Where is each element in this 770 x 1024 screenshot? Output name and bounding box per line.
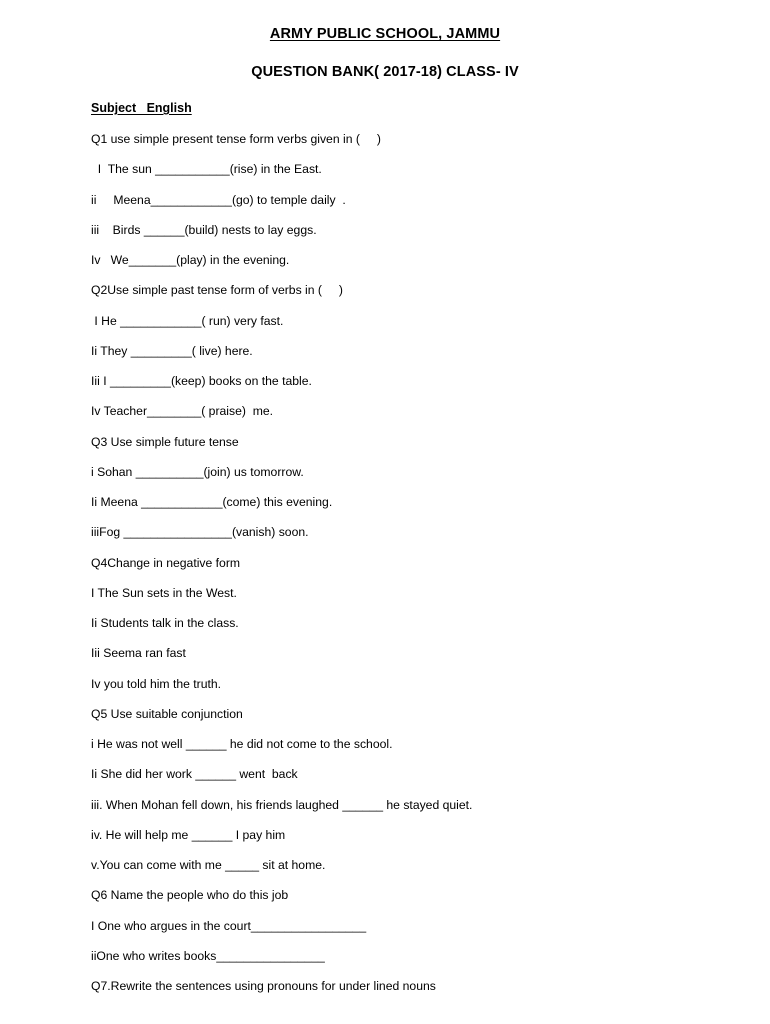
question-line: Iv you told him the truth.: [91, 676, 222, 691]
question-line: Q2Use simple past tense form of verbs in ( ): [91, 283, 343, 298]
question-line: Ii They _________( live) here.: [91, 343, 253, 358]
question-line: v.You can come with me _____ sit at home.: [91, 858, 326, 872]
question-line: Iii I _________(keep) books on the table.: [91, 374, 312, 388]
question-line: Q3 Use simple future tense: [91, 434, 239, 449]
question-line: ii Meena____________(go) to temple daily .: [91, 192, 346, 207]
question-list: [91, 130, 731, 1007]
question-line: Q7.Rewrite the sentences using pronouns for under lined nouns: [91, 979, 436, 993]
question-line: Iii Seema ran fast: [91, 646, 186, 661]
question-line: Q6 Name the people who do this job: [91, 888, 289, 903]
question-bank-title: QUESTION BANK( 2017-18) CLASS- IV: [251, 64, 519, 80]
question-line: Q1 use simple present tense form verbs given in ( ): [91, 132, 381, 146]
question-line: iv. He will help me ______ I pay him: [91, 827, 286, 842]
question-line: Ii Meena ____________(come) this evening.: [91, 495, 333, 509]
question-line: Ii Students talk in the class.: [91, 616, 239, 630]
question-line: Iv Teacher________( praise) me.: [91, 404, 274, 419]
question-line: I He ____________( run) very fast.: [91, 313, 284, 328]
question-line: I The sun ___________(rise) in the East.: [91, 162, 322, 177]
question-line: iii. When Mohan fell down, his friends laughed ______ he stayed quiet.: [91, 797, 473, 812]
question-line: Q5 Use suitable conjunction: [91, 706, 243, 721]
question-line: Q4Change in negative form: [91, 555, 241, 570]
question-line: I One who argues in the court_________________: [91, 918, 367, 933]
question-line: I The Sun sets in the West.: [91, 585, 237, 600]
question-line: Ii She did her work ______ went back: [91, 767, 298, 782]
school-title: ARMY PUBLIC SCHOOL, JAMMU: [269, 26, 501, 42]
subject-heading: Subject English: [91, 101, 192, 115]
question-line: iiiFog ________________(vanish) soon.: [91, 525, 309, 540]
question-line: i He was not well ______ he did not come to the school.: [91, 737, 393, 751]
question-line: Iv We_______(play) in the evening.: [91, 253, 290, 267]
question-line: iii Birds ______(build) nests to lay eggs.: [91, 222, 317, 237]
question-line: iiOne who writes books________________: [91, 948, 325, 963]
question-line: i Sohan __________(join) us tomorrow.: [91, 464, 304, 479]
